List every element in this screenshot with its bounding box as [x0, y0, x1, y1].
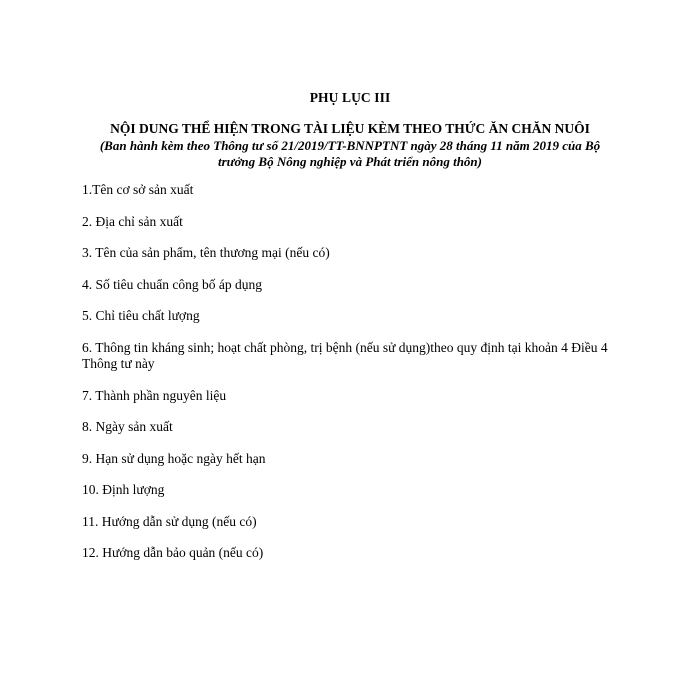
list-item: 12. Hướng dẫn bảo quản (nếu có): [82, 545, 264, 560]
list-item: 2. Địa chỉ sản xuất: [82, 213, 183, 229]
list-item: 5. Chỉ tiêu chất lượng: [82, 308, 200, 323]
issuance-note: (Ban hành kèm theo Thông tư số 21/2019/TT-BNNPTNT ngày 28 tháng 11 năm 2019 của Bộ trưởng Bộ Nông nghiệp và Phát triển nông thôn): [99, 138, 601, 169]
list-item: 8. Ngày sản xuất: [82, 419, 173, 434]
list-item: 7. Thành phần nguyên liệu: [82, 387, 227, 403]
document-heading: NỘI DUNG THỂ HIỆN TRONG TÀI LIỆU KÈM THEO THỨC ĂN CHĂN NUÔI: [110, 121, 590, 136]
list-item: 1.Tên cơ sở sản xuất: [82, 182, 194, 197]
list-item: 11. Hướng dẫn sử dụng (nếu có): [82, 513, 257, 529]
list-item: 6. Thông tin kháng sinh; hoạt chất phòng, trị bệnh (nếu sử dụng)theo quy định tại khoản 4 Điều 4 Thông tư này: [82, 339, 608, 371]
appendix-title: PHỤ LỤC III: [309, 90, 391, 105]
list-item: 9. Hạn sử dụng hoặc ngày hết hạn: [82, 450, 266, 466]
content-list: [82, 182, 622, 577]
list-item: 3. Tên của sản phẩm, tên thương mại (nếu có): [82, 245, 330, 260]
list-item: 10. Định lượng: [82, 482, 165, 497]
list-item: 4. Số tiêu chuẩn công bố áp dụng: [82, 276, 262, 292]
